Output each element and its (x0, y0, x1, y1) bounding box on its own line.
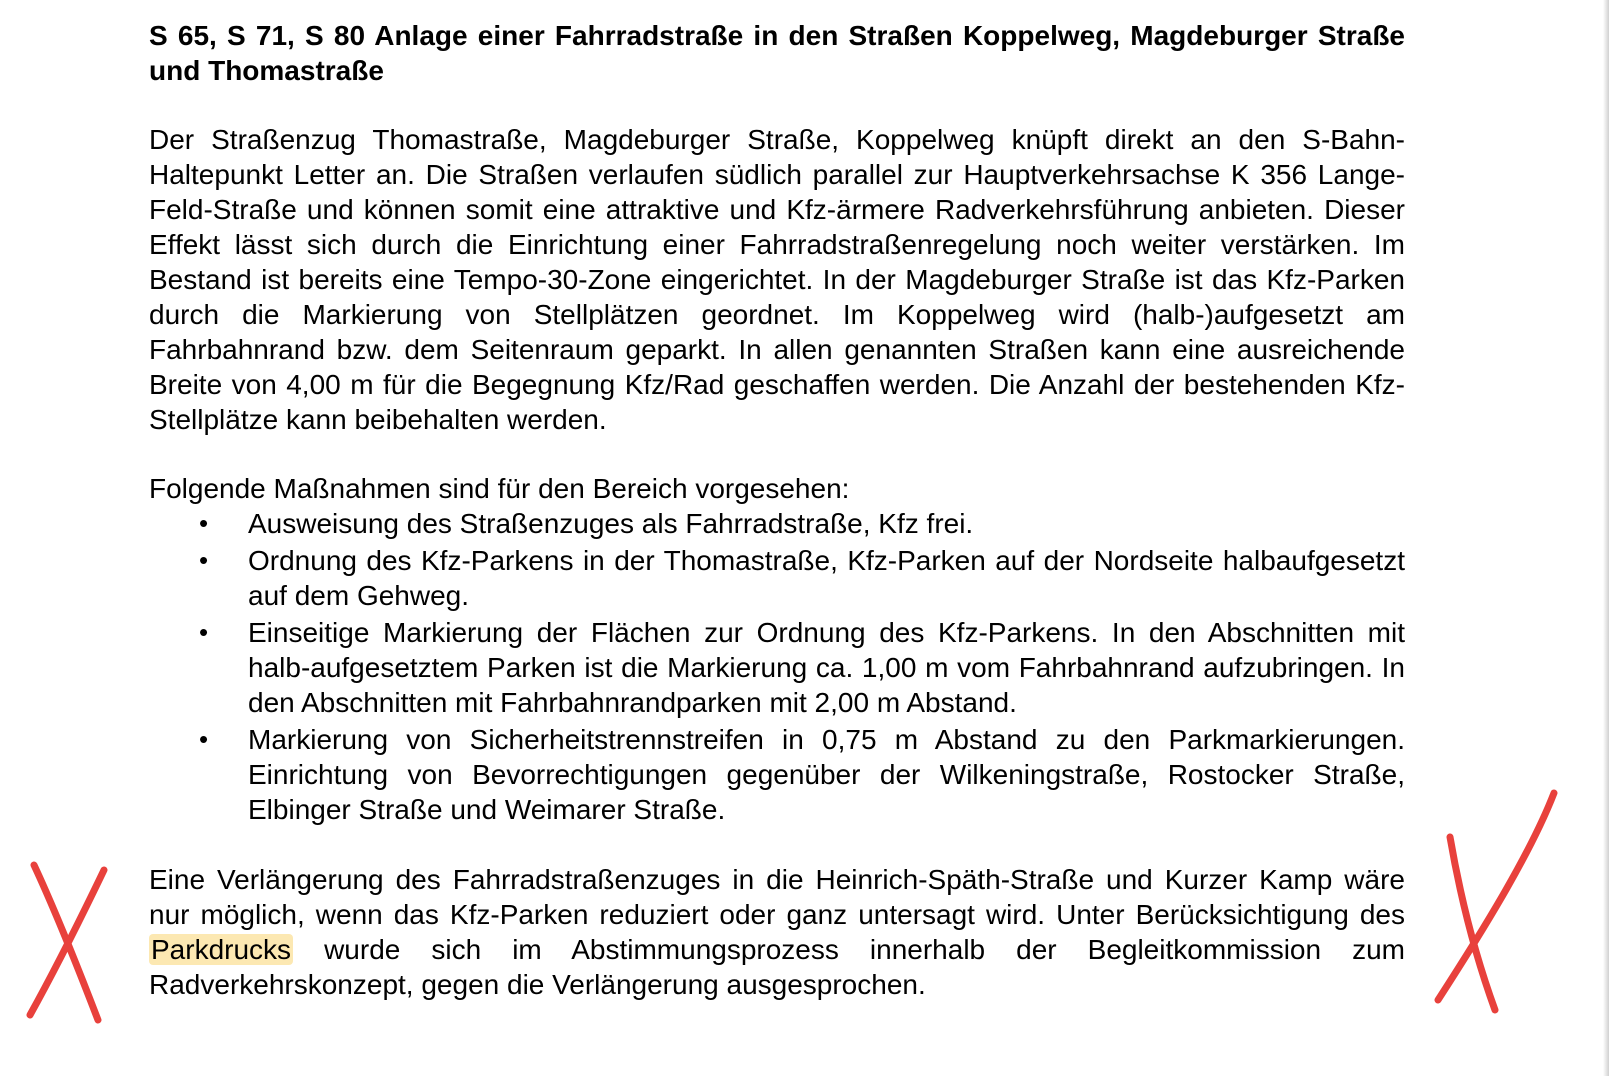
section-heading: S 65, S 71, S 80 Anlage einer Fahrradstraße in den Straßen Koppelweg, Magdeburger Straße und Thomastraße (149, 20, 1405, 86)
page-edge-shadow (1603, 0, 1609, 1076)
body-paragraph-description: Der Straßenzug Thomastraße, Magdeburger Straße, Koppelweg knüpft direkt an den S-Bahn-Haltepunkt Letter an. Die Straßen verlaufen südlich parallel zur Hauptverkehrsachse K 356 Lange-Feld-Straße und können somit eine attraktive und Kfz-ärmere Radverkehrsführung anbieten. Dieser Effekt lässt sich durch die Einrichtung einer Fahrradstraßenregelung noch weiter verstärken. Im Bestand ist bereits eine Tempo-30-Zone eingerichtet. In der Magdeburger Straße ist das Kfz-Parken durch die Markierung von Stellplätzen geordnet. Im Koppelweg wird (halb-)aufgesetzt am Fahrbahnrand bzw. dem Seitenraum geparkt. In allen genannten Straßen kann eine ausreichende Breite von 4,00 m für die Begegnung Kfz/Rad geschaffen werden. Die Anzahl der bestehenden Kfz-Stellplätze kann beibehalten werden. (149, 124, 1405, 435)
red-x-stroke (1438, 793, 1554, 1000)
red-x-mark-right (1420, 785, 1570, 1025)
highlighted-text: Parkdrucks (151, 934, 292, 965)
measures-list (149, 506, 1405, 827)
list-item (149, 615, 1405, 720)
paragraph-text-before: Eine Verlängerung des Fahrradstraßenzuges in die Heinrich-Späth-Straße und Kurzer Kamp wäre nur möglich, wenn das Kfz-Parken reduziert oder ganz untersagt wird. Unter Berücksichtigung des (149, 864, 1405, 930)
bullet-icon: • (199, 617, 209, 647)
list-item-text: Markierung von Sicherheitstrennstreifen in 0,75 m Abstand zu den Parkmarkierungen. Einrichtung von Bevorrechtigungen gegenüber der Wilkeningstraße, Rostocker Straße, Elbinger Straße und Weimarer Straße. (248, 724, 1405, 825)
list-item (149, 722, 1405, 827)
document-page (149, 18, 1405, 1002)
list-item-text: Ausweisung des Straßenzuges als Fahrradstraße, Kfz frei. (248, 508, 974, 539)
list-item (149, 543, 1405, 613)
red-x-stroke (30, 870, 104, 1015)
measures-intro: Folgende Maßnahmen sind für den Bereich vorgesehen: (149, 473, 850, 504)
bullet-icon: • (199, 508, 209, 538)
bullet-icon: • (199, 724, 209, 754)
body-paragraph-extension (149, 862, 1405, 1002)
list-item-text: Einseitige Markierung der Flächen zur Ordnung des Kfz-Parkens. In den Abschnitten mit halb-aufgesetztem Parken ist die Markierung ca. 1,00 m vom Fahrbahnrand aufzubringen. In den Abschnitten mit Fahrbahnrandparken mit 2,00 m Abstand. (248, 617, 1405, 718)
red-x-stroke (34, 865, 98, 1020)
paragraph-text-after: wurde sich im Abstimmungsprozess innerhalb der Begleitkommission zum Radverkehrskonzept, gegen die Verlängerung ausgesprochen. (149, 934, 1405, 1000)
list-item (149, 506, 1405, 541)
red-x-mark-left (20, 855, 110, 1030)
list-item-text: Ordnung des Kfz-Parkens in der Thomastraße, Kfz-Parken auf der Nordseite halbaufgesetzt auf dem Gehweg. (248, 545, 1405, 611)
bullet-icon: • (199, 545, 209, 575)
red-x-stroke (1450, 837, 1495, 1010)
